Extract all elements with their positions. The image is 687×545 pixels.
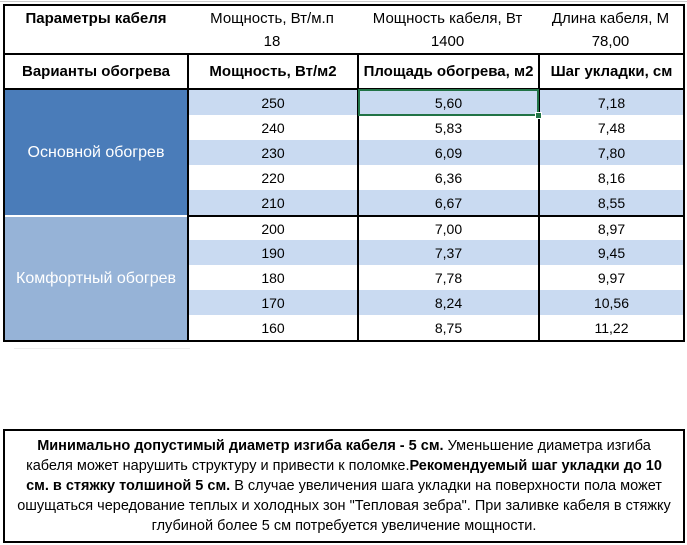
param-label-cable-length[interactable]: Длина кабеля, М [551, 9, 670, 27]
table-cell-step[interactable]: 9,45 [538, 240, 683, 265]
param-label-cable-power[interactable]: Мощность кабеля, Вт [372, 9, 523, 27]
table-cell-step[interactable]: 7,48 [538, 115, 683, 140]
table-cell-area[interactable]: 8,75 [357, 315, 538, 340]
gridline-remnant [14, 348, 190, 349]
table-cell-area[interactable]: 5,83 [357, 115, 538, 140]
table-cell-step[interactable]: 11,22 [538, 315, 683, 340]
heating-cable-table [3, 4, 685, 342]
section-label-comfort[interactable]: Комфортный обогрев [5, 215, 187, 340]
table-cell-power[interactable]: 250 [187, 90, 357, 115]
note-textbox [3, 429, 685, 543]
table-cell-step[interactable]: 8,16 [538, 165, 683, 190]
param-value-cable-length[interactable]: 78,00 [591, 33, 630, 50]
table-cell-area[interactable]: 6,67 [357, 190, 538, 215]
table-cell-power[interactable]: 170 [187, 290, 357, 315]
table-cell-step[interactable]: 9,97 [538, 265, 683, 290]
table-cell-power[interactable]: 210 [187, 190, 357, 215]
table-cell-area[interactable]: 6,09 [357, 140, 538, 165]
table-cell-area[interactable]: 5,60 [357, 90, 538, 115]
table-cell-power[interactable]: 190 [187, 240, 357, 265]
table-cell-power[interactable]: 220 [187, 165, 357, 190]
table-cell-power[interactable]: 240 [187, 115, 357, 140]
table-cell-power[interactable]: 160 [187, 315, 357, 340]
table-cell-area[interactable]: 7,00 [357, 215, 538, 240]
note-segment-2: Рекомендуемый шаг укладки до 10 см. в стяжку толшиной 5 см. [26, 458, 662, 494]
table-cell-step[interactable]: 8,55 [538, 190, 683, 215]
table-cell-area[interactable]: 6,36 [357, 165, 538, 190]
table-cell-step[interactable]: 7,80 [538, 140, 683, 165]
note-segment-1: Уменьшение диаметра изгиба кабеля может нарушить структуру и привести к поломке. [26, 438, 651, 474]
param-value-power-per-m[interactable]: 18 [263, 33, 281, 50]
table-cell-area[interactable]: 7,37 [357, 240, 538, 265]
table-cell-step[interactable]: 7,18 [538, 90, 683, 115]
param-label-power-per-m[interactable]: Мощность, Вт/м.п [210, 9, 334, 27]
table-cell-area[interactable]: 7,78 [357, 265, 538, 290]
header-variants[interactable]: Варианты обогрева [22, 63, 170, 80]
table-cell-power[interactable]: 180 [187, 265, 357, 290]
cable-params-row [5, 6, 683, 55]
note-segment-3: В случае увеличения шага укладки на поверхности пола может ошущаться чередование теплых и холодных зон "Тепловая зебра". При заливке кабеля в стяжку глубиной более 5 см потребуется увеличение мощности. [17, 478, 671, 534]
fill-handle[interactable] [535, 112, 542, 119]
table-cell-power[interactable]: 230 [187, 140, 357, 165]
table-cell-area[interactable]: 8,24 [357, 290, 538, 315]
table-cell-step[interactable]: 10,56 [538, 290, 683, 315]
note-segment-0: Минимально допустимый диаметр изгиба кабеля - 5 см. [37, 438, 444, 454]
sheet-top-gridline [0, 1, 687, 2]
param-empty-cell[interactable] [5, 30, 187, 53]
section-label-primary[interactable]: Основной обогрев [5, 90, 187, 215]
param-value-cable-power[interactable]: 1400 [430, 33, 465, 50]
header-power[interactable]: Мощность, Вт/м2 [187, 55, 357, 88]
table-cell-power[interactable]: 200 [187, 215, 357, 240]
header-step[interactable]: Шаг укладки, см [538, 55, 683, 88]
heating-grid [5, 90, 683, 340]
table-cell-step[interactable]: 8,97 [538, 215, 683, 240]
header-area[interactable]: Площадь обогрева, м2 [357, 55, 538, 88]
params-title-cell[interactable]: Параметры кабеля [25, 9, 167, 27]
table-header-row [5, 55, 683, 90]
